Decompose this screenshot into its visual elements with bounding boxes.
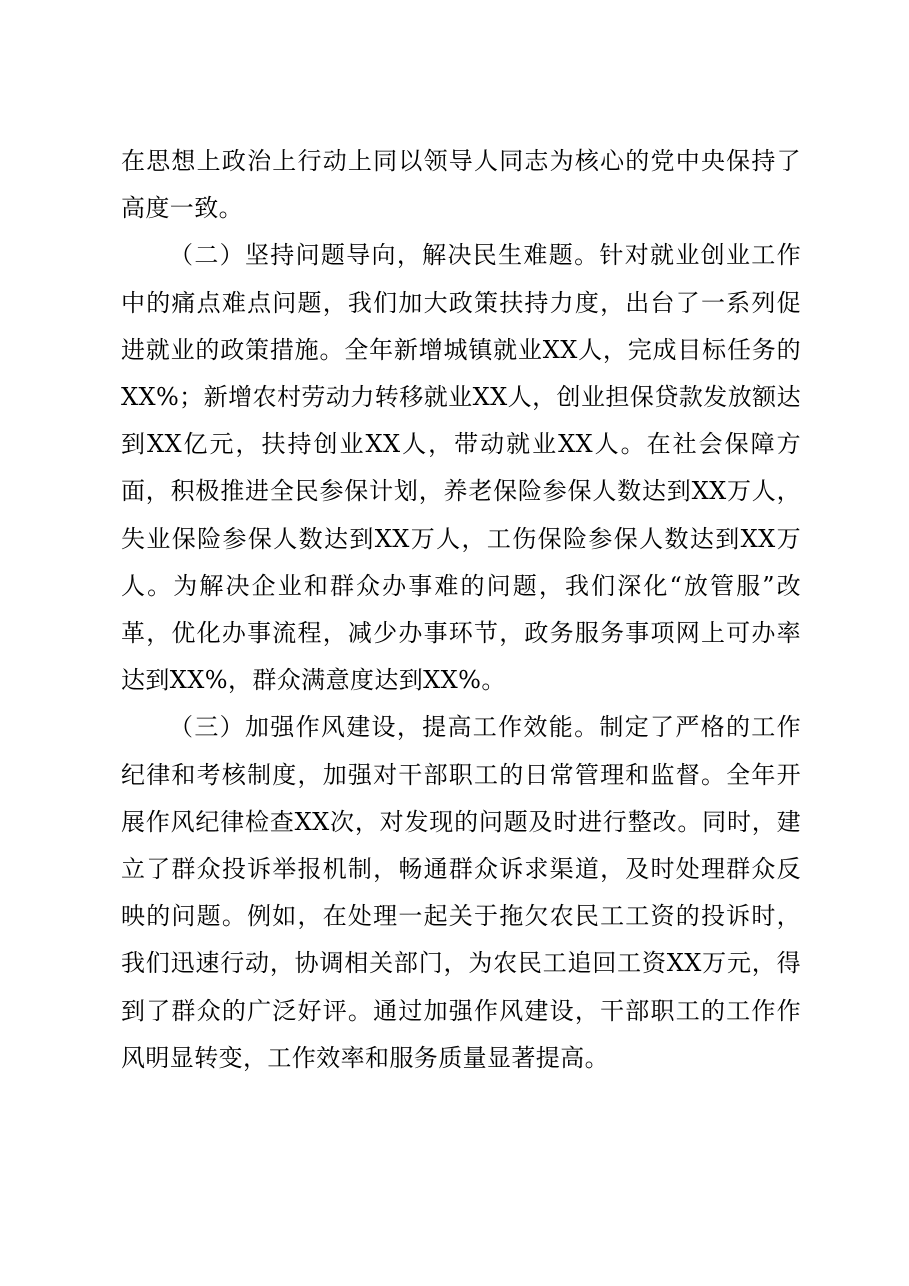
paragraph-continuation: 在思想上政治上行动上同以领导人同志为核心的党中央保持了高度一致。 [121, 147, 801, 223]
paragraph-section-2: （二）坚持问题导向，解决民生难题。针对就业创业工作中的痛点难点问题，我们加大政策扶持力度，出台了一系列促进就业的政策措施。全年新增城镇就业XX人，完成目标任务的XX%；新增农村劳动力转移就业XX人，创业担保贷款发放额达到XX亿元，扶持创业XX人，带动就业XX人。在社会保障方面，积极推进全民参保计划，养老保险参保人数达到XX万人，失业保险参保人数达到XX万人，工伤保险参保人数达到XX万人。为解决企业和群众办事难的问题，我们深化“放管服”改革，优化办事流程，减少办事环节，政务服务事项网上可办率达到XX%，群众满意度达到XX%。 [121, 241, 801, 695]
document-body [121, 138, 801, 1082]
paragraph-section-3: （三）加强作风建设，提高工作效能。制定了严格的工作纪律和考核制度，加强对干部职工的日常管理和监督。全年开展作风纪律检查XX次，对发现的问题及时进行整改。同时，建立了群众投诉举报机制，畅通群众诉求渠道，及时处理群众反映的问题。例如，在处理一起关于拖欠农民工工资的投诉时，我们迅速行动，协调相关部门，为农民工追回工资XX万元，得到了群众的广泛好评。通过加强作风建设，干部职工的工作作风明显转变，工作效率和服务质量显著提高。 [121, 713, 801, 1072]
